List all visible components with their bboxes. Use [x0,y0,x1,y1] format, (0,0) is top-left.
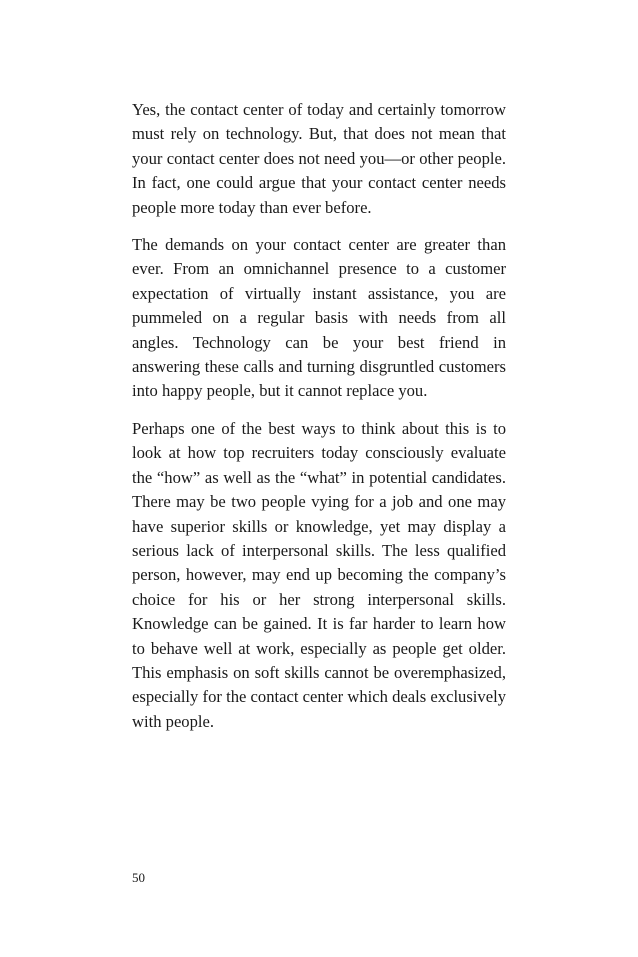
body-text [132,98,506,747]
page-number: 50 [132,870,145,885]
paragraph-1: Yes, the contact center of today and certainly tomorrow must rely on technology. But, that does not mean that your contact center does not need you—or other people. In fact, one could argue that your contact center needs people more today than ever before. [132,100,506,217]
paragraph-2: The demands on your contact center are greater than ever. From an omnichannel presence to a customer expectation of virtually instant assistance, you are pummeled on a regular basis with needs from all angles. Technology can be your best friend in answering these calls and turning disgruntled customers into happy people, but it cannot replace you. [132,235,506,401]
paragraph-3: Perhaps one of the best ways to think about this is to look at how top recruiters today consciously evaluate the “how” as well as the “what” in potential candidates. There may be two people vying for a job and one may have superior skills or knowledge, yet may display a serious lack of interpersonal skills. The less qualified person, however, may end up becoming the company’s choice for his or her strong interpersonal skills. Knowledge can be gained. It is far harder to learn how to behave well at work, especially as people get older. This emphasis on soft skills cannot be overemphasized, especially for the contact center which deals exclusively with people. [132,418,506,731]
